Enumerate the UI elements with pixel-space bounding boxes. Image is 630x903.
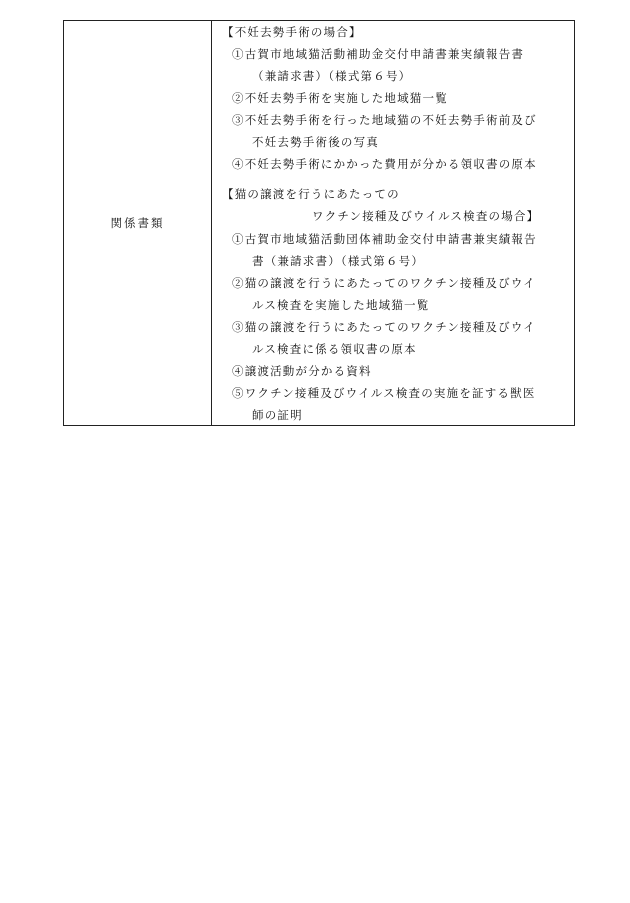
section2-item-2: ②猫の譲渡を行うにあたってのワクチン接種及びウイ [232,276,536,290]
section2-heading-line1: 【猫の譲渡を行うにあたっての [222,187,400,201]
label-cell [64,21,212,425]
section2-item-5-cont: 師の証明 [252,408,303,422]
section1-item-4: ④不妊去勢手術にかかった費用が分かる領収書の原本 [232,157,537,171]
section1-item-1: ①古賀市地域猫活動補助金交付申請書兼実績報告書 [232,47,525,61]
row-label: 関係書類 [110,216,165,230]
section2-item-5: ⑤ワクチン接種及びウイルス検査の実施を証する獣医 [232,386,536,400]
section2-item-2-cont: ルス検査を実施した地域猫一覧 [252,298,430,312]
section1-item-3-cont: 不妊去勢手術後の写真 [252,135,379,149]
section1-item-1-cont: （兼請求書）（様式第６号） [252,69,412,83]
content-cell [212,21,574,425]
section2-item-3-cont: ルス検査に係る領収書の原本 [252,342,417,356]
section1-item-3: ③不妊去勢手術を行った地域猫の不妊去勢手術前及び [232,113,537,127]
section2-item-1-cont: 書（兼請求書）（様式第６号） [252,254,425,268]
section2-item-1: ①古賀市地域猫活動団体補助金交付申請書兼実績報告 [232,232,537,246]
section2-item-3: ③猫の譲渡を行うにあたってのワクチン接種及びウイ [232,320,536,334]
related-documents-table [63,20,575,426]
section2-heading-line2: ワクチン接種及びウイルス検査の場合】 [312,209,540,223]
section2-item-4: ④譲渡活動が分かる資料 [232,364,372,378]
section1-heading: 【不妊去勢手術の場合】 [222,25,362,39]
section1-item-2: ②不妊去勢手術を実施した地域猫一覧 [232,91,448,105]
